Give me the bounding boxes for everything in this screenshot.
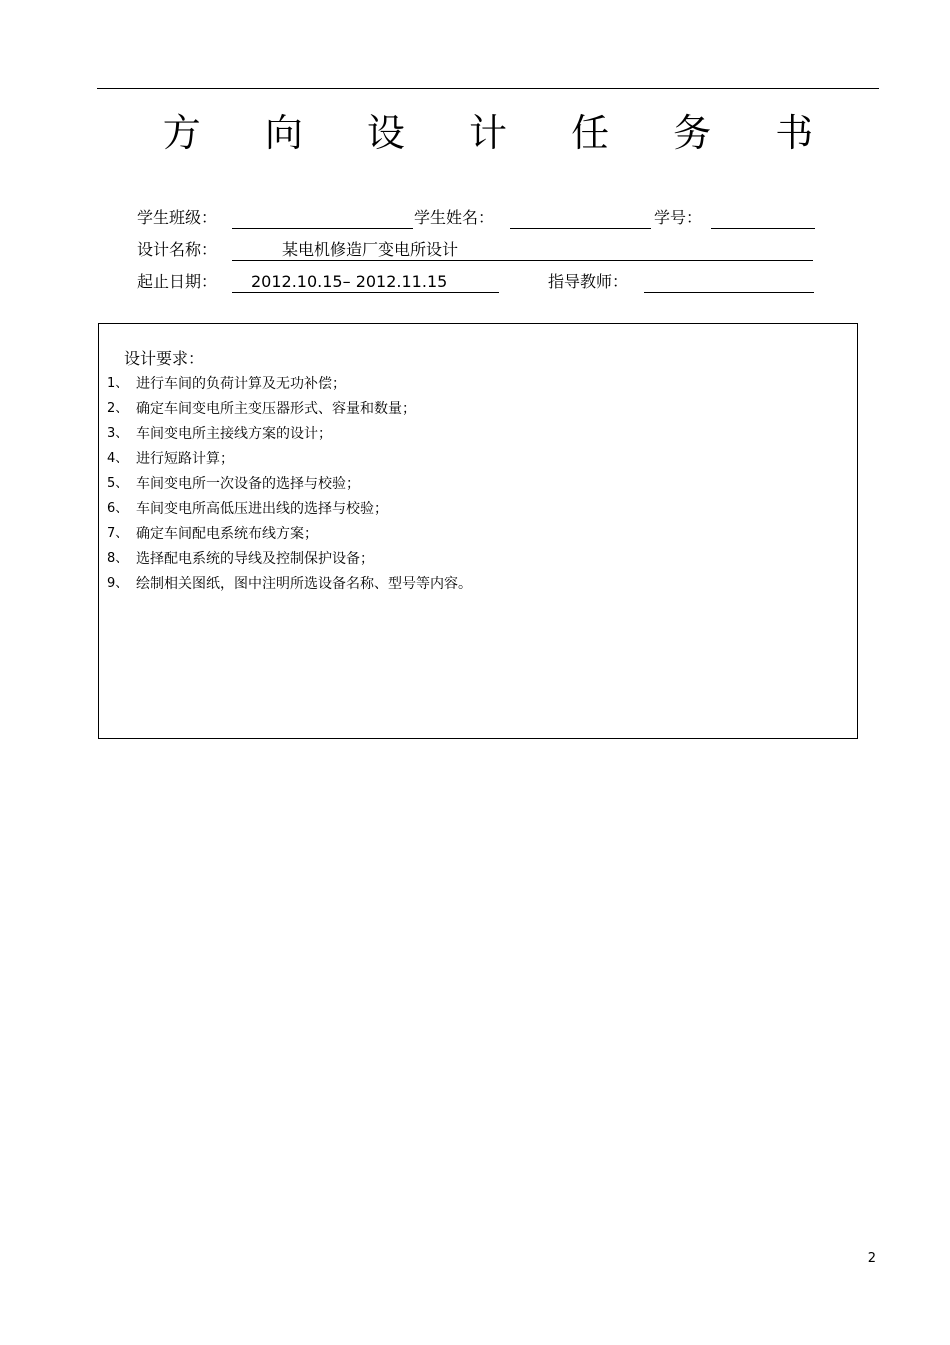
id-label: 学号： [654,208,703,227]
advisor-label: 指导教师： [548,272,629,291]
name-label: 学生姓名： [414,208,495,227]
design-name-field[interactable] [232,239,813,261]
design-name-value: 某电机修造厂变电所设计 [282,240,459,259]
advisor-field[interactable] [644,271,814,293]
design-name-label: 设计名称： [137,240,218,259]
requirements-box: 设计要求： 1、 进行车间的负荷计算及无功补偿； 2、 确定车间变电所主变压器形式、容量和数量； 3、 车间变电所主接线方案的设计； 4、 进行短路计算； 5、 车间变电所一次设备的选择与校验； 6、 车间变电所高低压进出线的选择与校验； 7、 确定车间配电系统布线方案； 8、 选择配电系统的导线及控制保护设备； 9、 绘制相关图纸，图中注明所选设备名称、型号等内容。 [98,323,858,739]
date-advisor-row [0,271,950,295]
design-name-row [0,239,950,263]
requirements-heading: 设计要求： [124,349,205,368]
header-rule [97,88,879,89]
class-field[interactable] [232,207,413,229]
name-field[interactable] [510,207,651,229]
date-label: 起止日期： [137,272,218,291]
date-field[interactable] [232,271,499,293]
id-field[interactable] [711,207,815,229]
page-number: 2 [867,1251,876,1266]
document-title: 方 向 设 计 任 务 书 [162,111,840,155]
class-label: 学生班级： [137,208,218,227]
student-info-row [0,207,950,231]
date-value: 2012.10.15– 2012.11.15 [251,272,448,291]
